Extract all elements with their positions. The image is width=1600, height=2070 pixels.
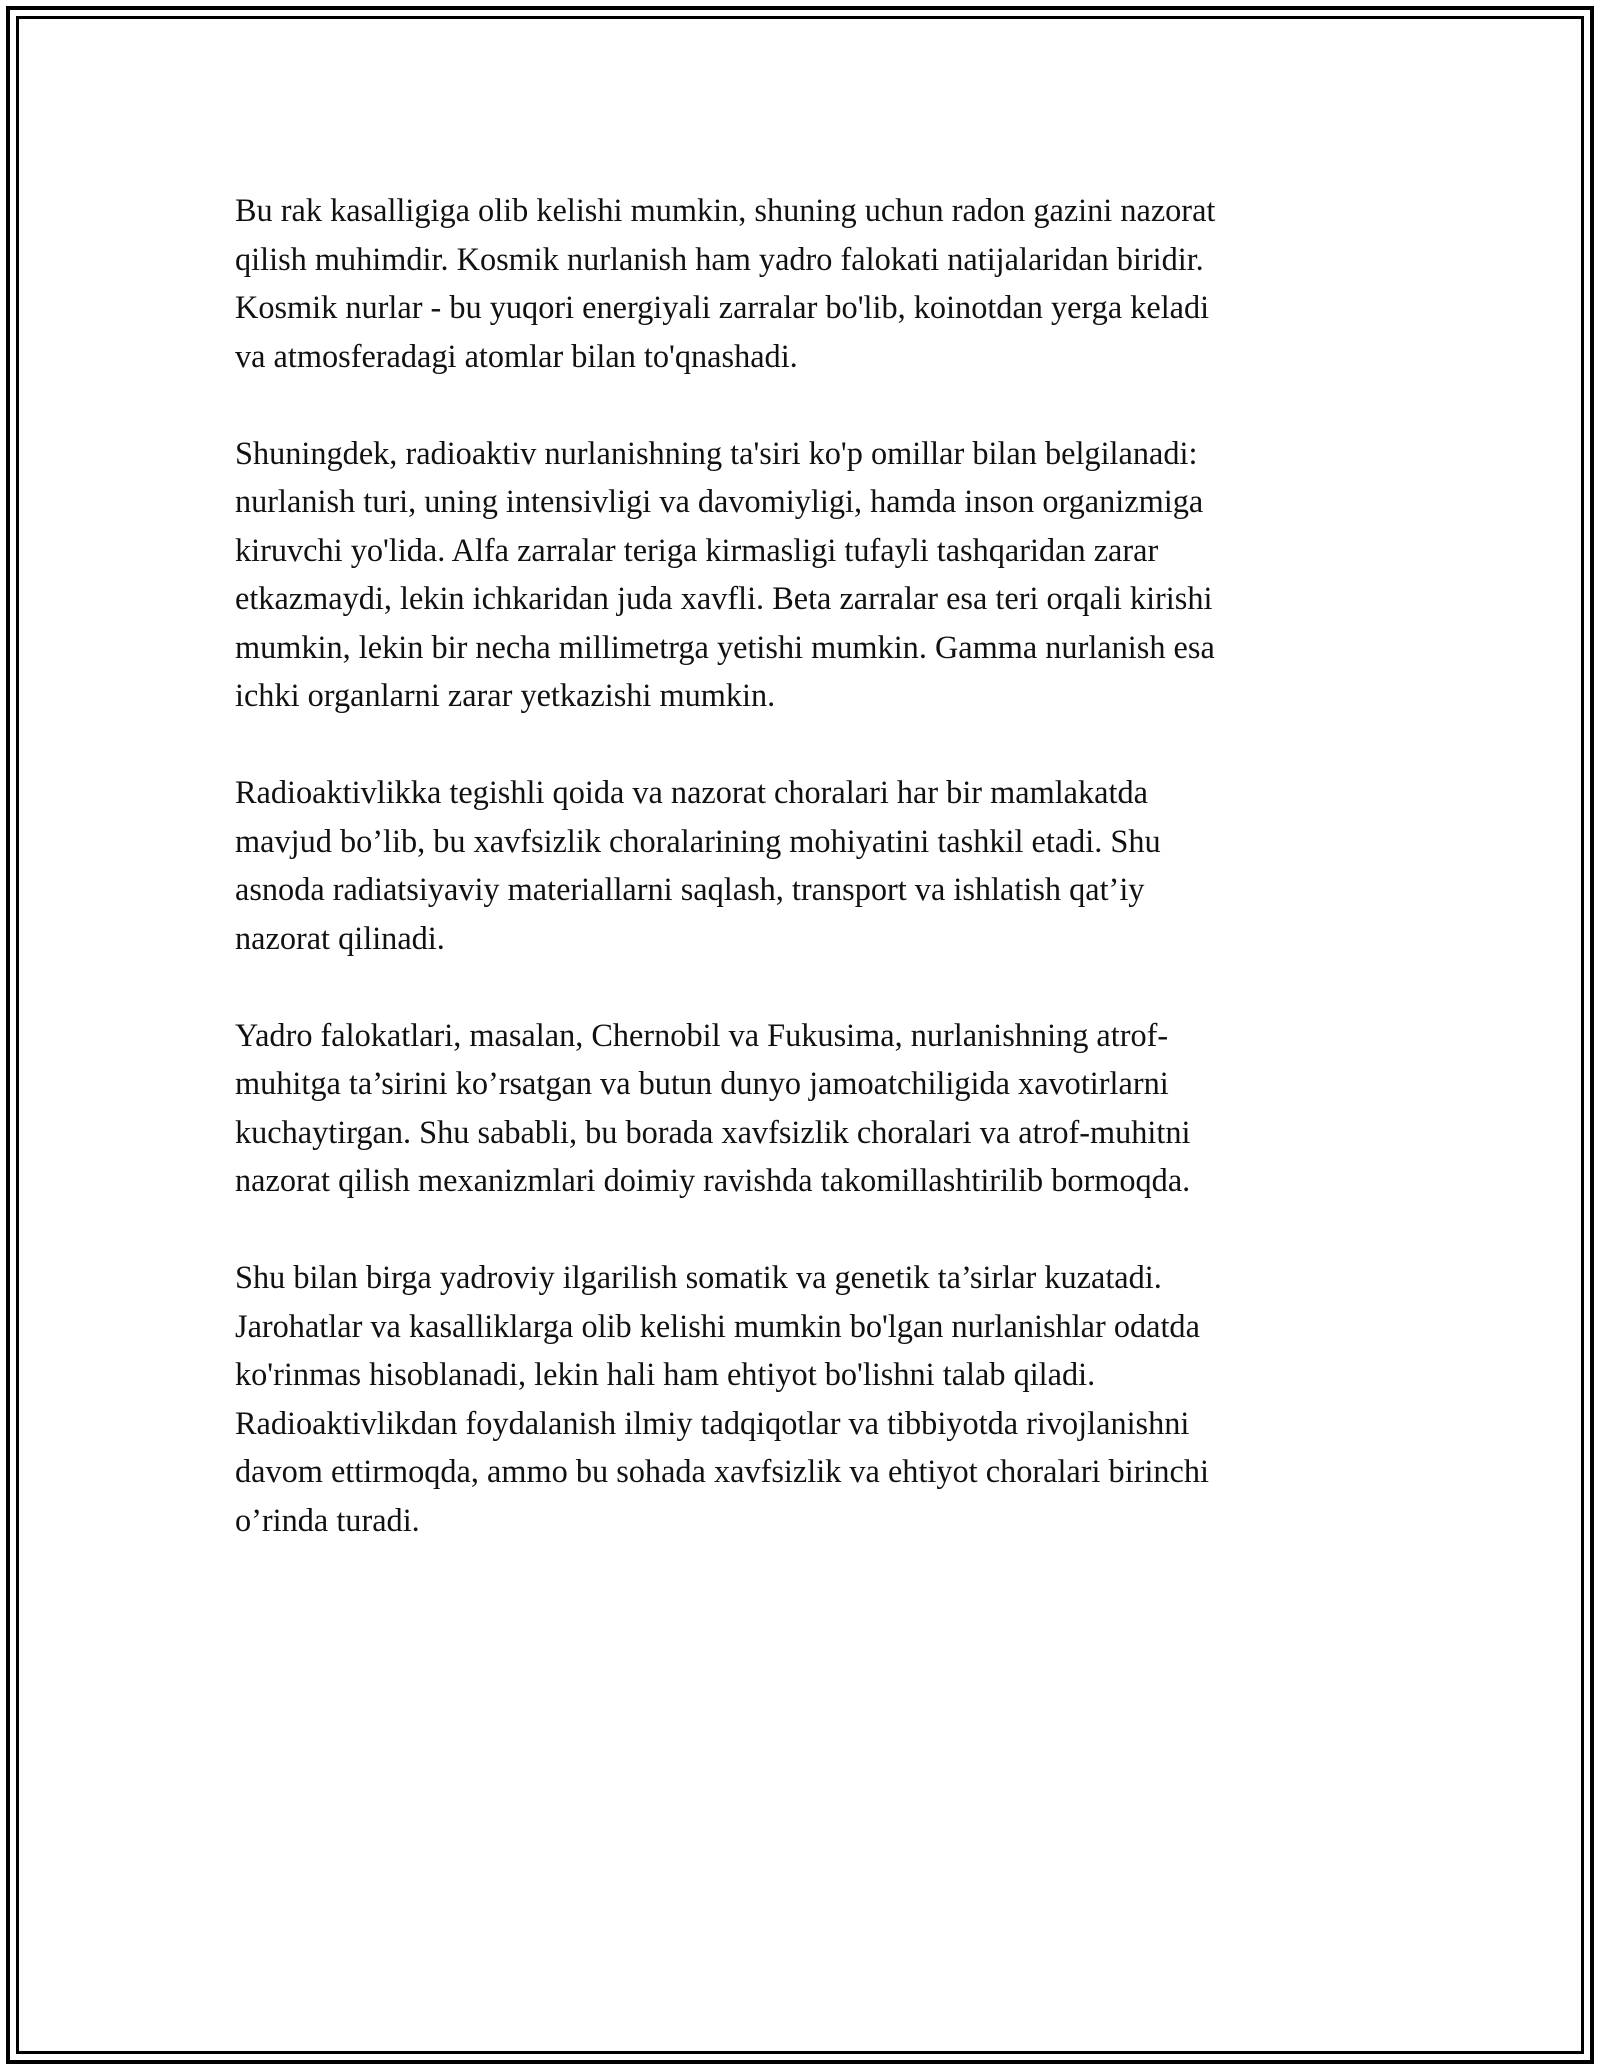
paragraph-radiation-effects: Shuningdek, radioaktiv nurlanishning ta'siri ko'p omillar bilan belgilanadi: nurlanish turi, uning intensivligi va davomiyligi, hamda inson organizmiga kiruvchi yo'lida. Alfa zarralar teriga kirmasligi tufayli tashqaridan zarar etkazmaydi, lekin ichkaridan juda xavfli. Beta zarralar esa teri orqali kirishi mumkin, lekin bir necha millimetrga yetishi mumkin. Gamma nurlanish esa ichki organlarni zarar yetkazishi mumkin. [235,434,1215,713]
document-body [235,186,1370,1593]
paragraph-radon-cosmic-rays: Bu rak kasalligiga olib kelishi mumkin, shuning uchun radon gazini nazorat qilish muhimdir. Kosmik nurlanish ham yadro falokati natijalaridan biridir. Kosmik nurlar - bu yuqori energiyali zarralar bo'lib, koinotdan yerga keladi va atmosferadagi atomlar bilan to'qnashadi. [235,192,1216,374]
paragraph-control-measures: Radioaktivlikka tegishli qoida va nazorat choralari har bir mamlakatda mavjud bo’lib, bu xavfsizlik choralarining mohiyatini tashkil etadi. Shu asnoda radiatsiyaviy materiallarni saqlash, transport va ishlatish qat’iy nazorat qilinadi. [235,774,1161,956]
paragraph-nuclear-disasters: Yadro falokatlari, masalan, Chernobil va Fukusima, nurlanishning atrof- muhitga ta’sirini ko’rsatgan va butun dunyo jamoatchiligida xavotirlarni kuchaytirgan. Shu sababli, bu borada xavfsizlik choralari va atrof-muhitni nazorat qilish mexanizmlari doimiy ravishda takomillashtirilib bormoqda. [235,1016,1191,1198]
paragraph-somatic-genetic-effects: Shu bilan birga yadroviy ilgarilish somatik va genetik ta’sirlar kuzatadi. Jarohatlar va kasalliklarga olib kelishi mumkin bo'lgan nurlanishlar odatda ko'rinmas hisoblanadi, lekin hali ham ehtiyot bo'lishni talab qiladi. Radioaktivlikdan foydalanish ilmiy tadqiqotlar va tibbiyotda rivojlanishni davom ettirmoqda, ammo bu sohada xavfsizlik va ehtiyot choralari birinchi o’rinda turadi. [235,1259,1210,1538]
